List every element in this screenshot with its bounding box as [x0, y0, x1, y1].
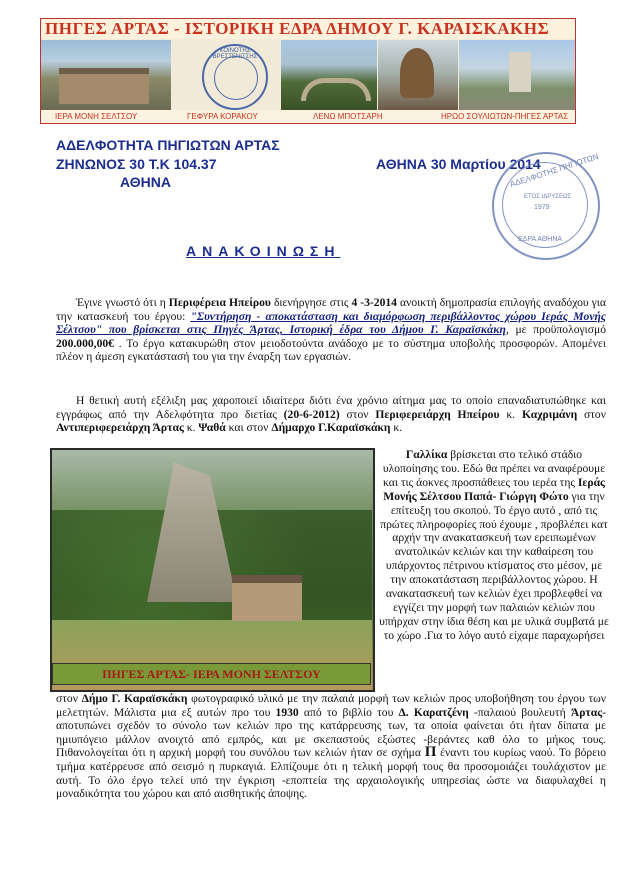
side-text-b: για την επίτευξη του σκοπού. Το έργο αυτό , από τις πρώτες πληροφορίες πού έχουμε , προβλέπει κατ αρχήν την ανακατασκευή των ερειπωμένων ανατολικών κελιών και την καθαίρεση του υπάρχοντος πέτρινου κτίσματος στο μέσον, με την αποκατάσταση περιβάλλοντος χώρου. Η ανακατασκευή των κελιών έχει προβλεφθεί να εγγίζει την μορφή των παλαιών κελιών που υπήρχαν στην ίδια θέση και με υλικά συμβατά με το χώρο .Για το λόγο αυτό είχαμε παραχωρήσει	[379, 489, 609, 642]
p1-date: 4 -3-2014	[351, 296, 397, 309]
p2-text-b: στον	[339, 407, 376, 421]
p1-region: Περιφέρεια Ηπείρου	[168, 296, 271, 309]
seal-text: ΚΟΙΝΟΤΗΣ ΒΡΕΣΤΕΝΙΤΣΗΣ	[212, 48, 258, 60]
seal-inner-ring	[214, 56, 258, 100]
side-mayor-name: Γαλλίκα	[405, 448, 448, 461]
p1-text-d: , με προϋπολογισμό	[505, 323, 606, 337]
bottom-text-c: από το βιβλίο του	[298, 705, 399, 719]
banner-title: ΠΗΓΕΣ ΑΡΤΑΣ - ΙΣΤΟΡΙΚΗ ΕΔΡΑ ΔΗΜΟΥ Γ. ΚΑΡΑΙΣΚΑΚΗΣ	[41, 19, 575, 39]
p1-budget: 200.000,00€	[56, 336, 114, 350]
bottom-text-b: φωτογραφικό υλικό με την παλαιά μορφή των κελιών προς υποβοήθηση του έργου των μελετητών. Μάλιστα μια εξ αυτών προ του	[56, 692, 606, 719]
photo-caption: ΠΗΓΕΣ ΑΡΤΑΣ- ΙΕΡΑ ΜΟΝΗ ΣΕΛΤΣΟΥ	[52, 663, 371, 685]
org-address: ΖΗΝΩΝΟΣ 30 Τ.Κ 104.37	[56, 156, 217, 172]
monastery-building	[59, 68, 149, 104]
bottom-arta: Άρτας	[570, 705, 603, 719]
p2-governor-name: Καχριμάνη	[521, 407, 578, 421]
p2-text-d: στον	[577, 407, 606, 421]
bust-statue	[400, 48, 434, 98]
side-priest-name: Ιεράς Μονής Σέλτσου Παπά- Γιώργη Φώτο	[383, 475, 605, 503]
bottom-text-e: - αποτυπώνει σχεδόν το σύνολο των κελιών προ της κατάρρευσης των, τα οποία φαίνεται ότι ήταν δίπατα με ημιυπόγειο μάλλον ανοιχτό από εμπρός, και με σκεπαστούς εξώστες -βεράντες καθ όλο το μήκος τους. Πιθανολογείται ότι η αρχική μορφή του συνόλου των κελιών ήταν σε σχήμα	[56, 705, 607, 760]
banner-photos	[41, 40, 575, 110]
stamp-year-label: ΕΤΟΣ ΙΔΡΥΣΕΩΣ	[524, 194, 572, 200]
header-banner	[40, 18, 576, 124]
p1-project-title: "Συντήρηση - αποκατάσταση και διαμόρφωση περιβάλλοντος χώρου Ιεράς Μονής Σέλτσου" που βρίσκεται στις Πηγές Άρτας, Ιστορική έδρα του Δήμου Γ. Καραϊσκάκη	[56, 309, 606, 337]
paragraph-1	[56, 296, 606, 364]
memorial-photo	[459, 40, 575, 110]
village-seal-photo	[172, 40, 280, 110]
p2-text-f: και στον	[225, 421, 272, 435]
stamp-top-text: ΑΔΕΛΦΟΤΗΣ ΠΗΓΙΩΤΩΝ	[508, 151, 600, 190]
banner-captions	[41, 110, 575, 123]
p2-text-e: κ.	[183, 421, 199, 435]
caption-memorial: ΗΡΩΟ ΣΟΥΛΙΩΤΩΝ-ΠΗΓΕΣ ΑΡΤΑΣ	[441, 112, 569, 121]
photo-monastery-building	[232, 575, 302, 621]
letter-date: ΑΘΗΝΑ 30 Μαρτίου 2014	[376, 156, 541, 172]
p1-text-e: . Το έργο κατακυρώθη στον μειοδοτούντα ανάδοχο με το σύστημα υποβολής προσφορών. Απομένει πλέον η άμεση εγκατάστασή του για την έναρξη των εργασιών.	[56, 336, 606, 364]
memorial-monument	[509, 52, 531, 92]
bottom-year: 1930	[275, 705, 299, 719]
p2-text-a: Η θετική αυτή εξέλιξη μας χαροποιεί ιδιαίτερα διότι ένα χρόνιο αίτημα μας το οποίο επαναδιατυπώθηκε και εγγράφως από την Αδελφότητα προ διετίας	[56, 394, 606, 421]
caption-monastery: ΙΕΡΑ ΜΟΝΗ ΣΕΛΤΣΟΥ	[55, 112, 138, 121]
p2-text-c: κ.	[499, 407, 522, 421]
bottom-municipality: Δήμο Γ. Καραϊσκάκη	[81, 692, 188, 705]
bottom-text-d: -παλαιού βουλευτή	[468, 705, 571, 719]
p2-date: (20-6-2012)	[283, 407, 340, 421]
p2-governor-title: Περιφερειάρχη Ηπείρου	[375, 407, 500, 421]
monastery-photo	[41, 40, 171, 110]
bridge-arch	[301, 78, 371, 101]
bust-photo	[378, 40, 458, 110]
p2-vice-governor-title: Αντιπεριφερειάρχη Άρτας	[56, 421, 184, 435]
monastery-main-photo	[50, 448, 375, 692]
association-stamp	[492, 152, 600, 260]
caption-bridge: ΓΕΦΥΡΑ ΚΟΡΑΚΟΥ	[187, 112, 258, 121]
caption-bust: ΛΕΝΩ ΜΠΟΤΣΑΡΗ	[313, 112, 383, 121]
bottom-text-a: στον	[56, 692, 82, 705]
org-name: ΑΔΕΛΦΟΤΗΤΑ ΠΗΓΙΩΤΩΝ ΑΡΤΑΣ	[56, 137, 280, 153]
p2-vice-governor-name: Ψαθά	[198, 421, 226, 435]
side-text	[378, 448, 610, 643]
p1-text-b: διενήργησε στις	[270, 296, 352, 309]
village-seal	[202, 44, 268, 110]
bridge-photo	[281, 40, 377, 110]
stamp-bottom-text: ΕΔΡΑ ΑΘΗΝΑ	[518, 236, 563, 243]
bottom-text	[56, 692, 606, 801]
org-city: ΑΘΗΝΑ	[120, 174, 171, 190]
p1-text-c: ανοικτή δημοπρασία επιλογής αναδόχου για την κατασκευή του έργου:	[56, 296, 606, 323]
paragraph-2	[56, 394, 606, 435]
p2-text-g: κ.	[390, 421, 403, 435]
bottom-author: Δ. Καρατζένη	[398, 705, 469, 719]
bottom-text-f: έναντι του κυρίως ναού. Το βόρειο τμήμα κατέρρευσε από σεισμό η πυρκαγιά. Ελπίζουμε ότι η τελική μορφή τους θα προσομοιάζει τουλάχιστον με αυτή. Το όλο έργο τελεί υπό την έγκριση -εποπτεία της αρχαιολογικής υπηρεσίας ώστε να διαφυλαχθεί η μοναδικότητα του χώρου και από αισθητικής άποψης.	[56, 746, 606, 801]
p1-text-a: Έγινε γνωστό ότι η	[76, 296, 169, 309]
stamp-year: 1979	[534, 204, 550, 211]
announcement-title: ΑΝΑΚΟΙΝΩΣΗ	[186, 243, 341, 259]
side-text-a: βρίσκεται στο τελικό στάδιο υλοποίησης του. Εδώ θα πρέπει να αναφέρουμε και τις άοκνες προσπάθειες του ιερέα της	[382, 448, 606, 489]
bottom-shape-letter: Π	[424, 744, 437, 761]
p2-mayor-title: Δήμαρχο Γ.Καραϊσκάκη	[271, 421, 391, 435]
